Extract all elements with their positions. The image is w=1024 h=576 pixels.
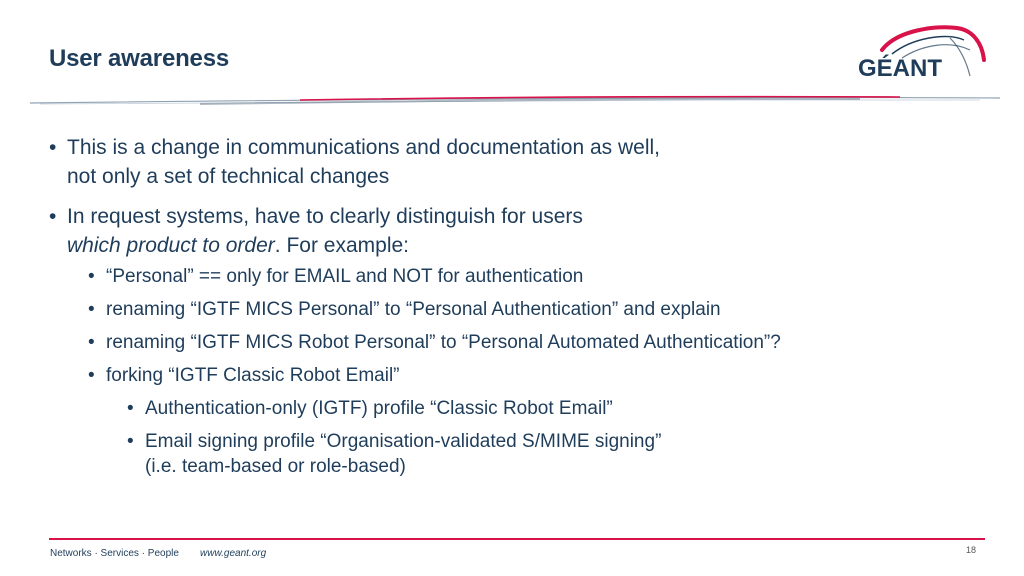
bullet-text: Email signing profile “Organisation-validated S/MIME signing” — [145, 431, 662, 452]
bullet-communications — [49, 133, 989, 191]
footer-tagline: Networks · Services · People — [50, 548, 179, 559]
emphasis-text: which product to order — [67, 234, 275, 257]
bullet-text-continued: (i.e. team-based or role-based) — [145, 456, 406, 477]
sub-bullet-rename-robot: • renaming “IGTF MICS Robot Personal” to “Personal Automated Authentication”? — [88, 326, 989, 359]
bullet-text: In request systems, have to clearly distinguish for users — [67, 205, 583, 228]
sub-sub-bullet-auth-only: • Authentication-only (IGTF) profile “Classic Robot Email” — [127, 392, 989, 425]
sub-bullet-forking: • forking “IGTF Classic Robot Email” — [88, 359, 989, 392]
sub-sub-bullet-email-signing — [127, 425, 989, 480]
sub-bullet-personal: • “Personal” == only for EMAIL and NOT for authentication — [88, 260, 989, 293]
logo-wordmark: GÉANT — [858, 55, 942, 82]
slide-title: User awareness — [49, 45, 229, 72]
footer-url[interactable]: www.geant.org — [200, 548, 267, 559]
bullet-text-rest: . For example: — [274, 234, 409, 257]
page-number: 18 — [966, 545, 977, 555]
sub-bullet-rename-personal: • renaming “IGTF MICS Personal” to “Personal Authentication” and explain — [88, 293, 989, 326]
slide-body — [49, 133, 989, 480]
geant-logo — [852, 20, 992, 82]
bullet-request-systems — [49, 202, 989, 260]
bullet-text: This is a change in communications and documentation as well, — [67, 136, 660, 159]
bullet-text-continued — [67, 231, 989, 260]
bullet-text-continued: not only a set of technical changes — [67, 165, 390, 188]
footer-divider — [49, 538, 985, 540]
header-divider — [0, 88, 1024, 112]
